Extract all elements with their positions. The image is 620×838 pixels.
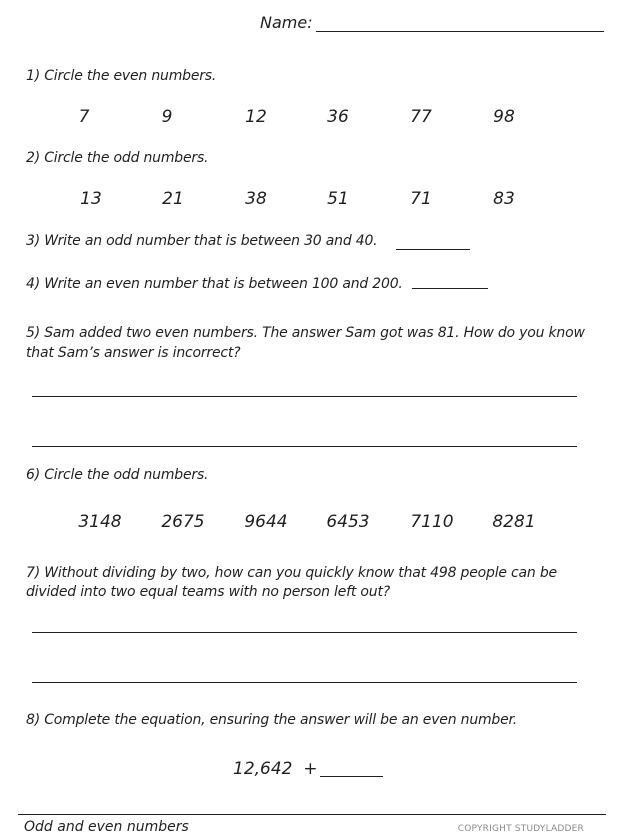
footer-title: Odd and even numbers [24,819,189,835]
q2-number[interactable]: 71 [410,189,432,209]
q1-number[interactable]: 77 [410,107,432,127]
question-4-text: 4) Write an even number that is between 100 and 200. [26,276,403,292]
q1-number[interactable]: 7 [78,107,90,127]
q1-number[interactable]: 9 [161,107,173,127]
q2-number[interactable]: 51 [327,189,349,209]
q2-number[interactable]: 38 [245,189,267,209]
q3-answer-line[interactable] [396,249,470,250]
q6-number[interactable]: 6453 [326,512,370,532]
name-answer-line[interactable] [316,31,604,32]
q7-answer-line[interactable] [32,632,577,633]
q5-answer-line[interactable] [32,446,577,447]
q2-number[interactable]: 83 [493,189,515,209]
equation: 12,642 + [233,759,318,779]
question-1-text: 1) Circle the even numbers. [26,68,217,84]
question-3-text: 3) Write an odd number that is between 30 and 40. [26,233,378,249]
question-7-line-2: divided into two equal teams with no person left out? [26,584,390,600]
q1-number[interactable]: 36 [327,107,349,127]
question-8-text: 8) Complete the equation, ensuring the answer will be an even number. [26,712,518,728]
q5-answer-line[interactable] [32,396,577,397]
copyright-text: COPYRIGHT STUDYLADDER [457,824,584,834]
q1-number[interactable]: 12 [245,107,267,127]
q1-number[interactable]: 98 [493,107,515,127]
q6-number[interactable]: 8281 [492,512,536,532]
q6-number[interactable]: 2675 [161,512,205,532]
q6-number[interactable]: 3148 [78,512,122,532]
question-5-line-1: 5) Sam added two even numbers. The answer Sam got was 81. How do you know [26,325,585,341]
q6-number[interactable]: 7110 [410,512,454,532]
question-5-line-2: that Sam’s answer is incorrect? [26,345,241,361]
q8-answer-line[interactable] [320,776,383,777]
q7-answer-line[interactable] [32,682,577,683]
name-label: Name: [260,13,313,32]
footer-divider [18,814,606,815]
q2-number[interactable]: 21 [162,189,184,209]
q2-number[interactable]: 13 [80,189,102,209]
question-7-line-1: 7) Without dividing by two, how can you quickly know that 498 people can be [26,565,557,581]
q4-answer-line[interactable] [412,288,488,289]
question-2-text: 2) Circle the odd numbers. [26,150,209,166]
q6-number[interactable]: 9644 [244,512,288,532]
question-6-text: 6) Circle the odd numbers. [26,467,209,483]
